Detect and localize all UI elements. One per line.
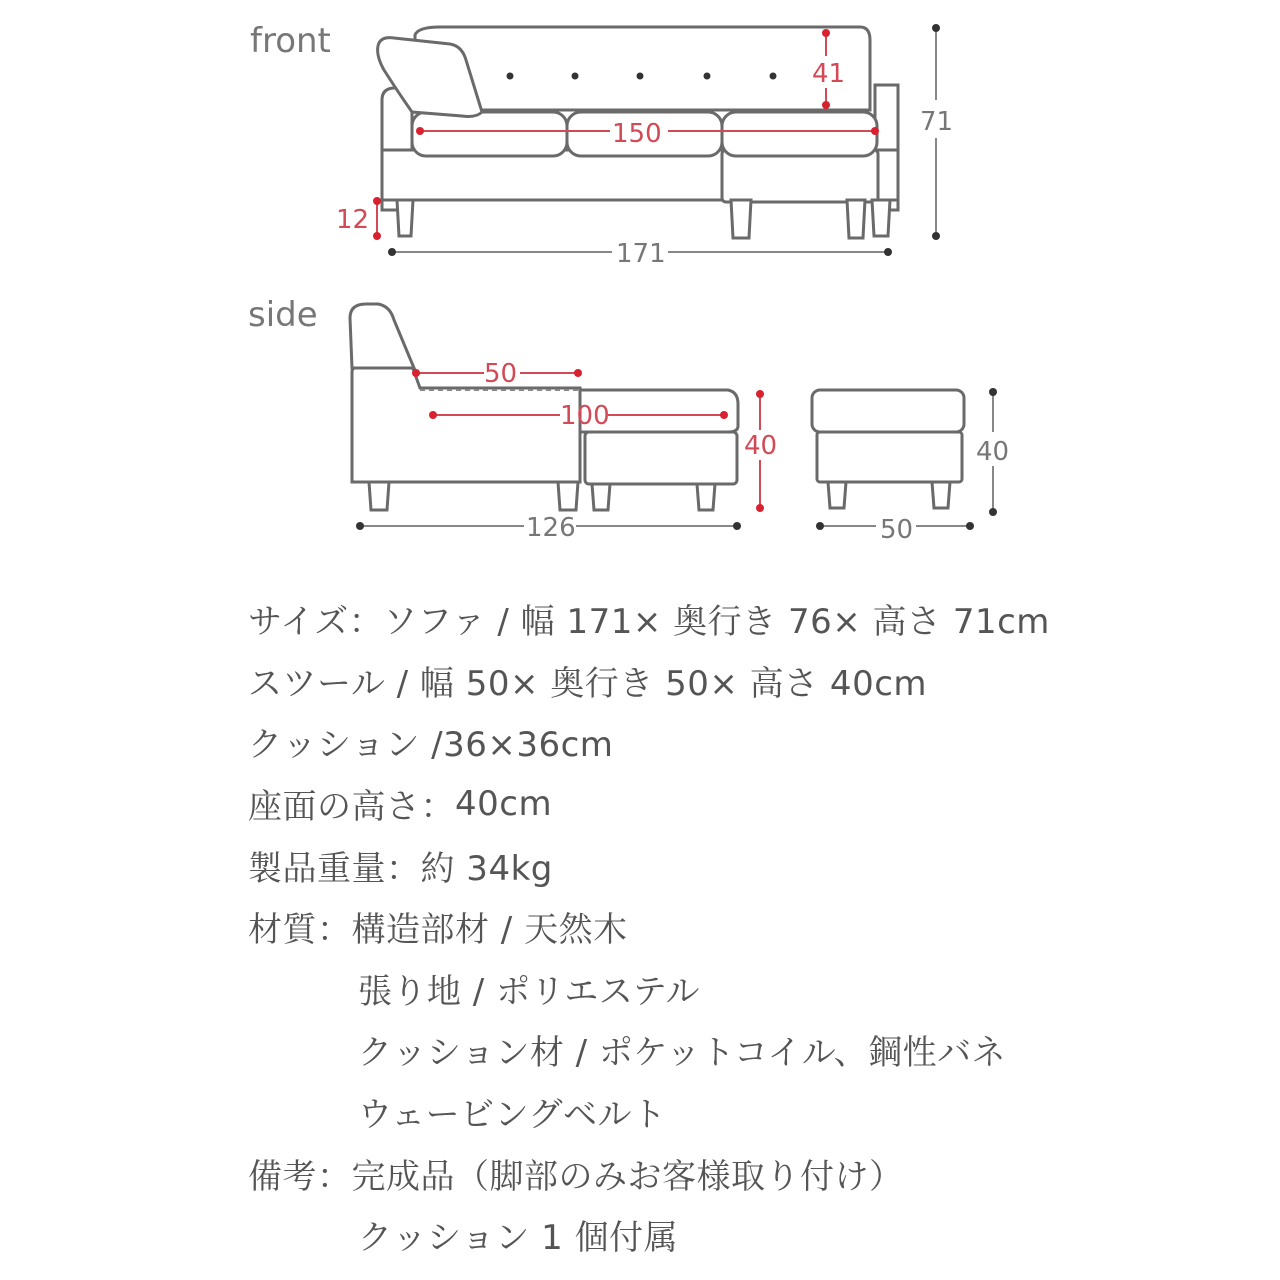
front-view-label: front — [250, 21, 331, 61]
spec-row-cushion-size — [248, 711, 1258, 773]
spec-row-material-webbing — [248, 1081, 1258, 1143]
sofa-dimension-drawing — [0, 0, 1280, 570]
spec-value: クッション材 / ポケットコイル、鋼性バネ — [358, 1033, 1007, 1074]
spec-label: 座面の高さ — [248, 787, 421, 828]
front-total-height-dimension — [920, 24, 953, 240]
side-seat-height-label: 40 — [744, 431, 778, 461]
spec-label: 製品重量 — [248, 848, 386, 889]
spec-value: クッション /36×36cm — [248, 725, 614, 766]
stool-height-label: 40 — [976, 437, 1010, 467]
stool-drawing — [812, 390, 964, 508]
spec-row-stool-size — [248, 650, 1258, 712]
spec-value: スツール / 幅 50× 奥行き 50× 高さ 40cm — [248, 663, 928, 704]
spec-separator: ： — [348, 602, 384, 643]
side-seat-depth-dimension — [412, 359, 582, 389]
spec-value: ウェービングベルト — [358, 1095, 667, 1136]
front-total-width-dimension — [388, 239, 892, 269]
spec-label: 備考 — [248, 1156, 317, 1197]
spec-value: クッション 1 個付属 — [358, 1218, 679, 1259]
spec-value: 約 34kg — [420, 848, 553, 889]
side-view-sofa — [350, 304, 738, 510]
spec-value: ソファ / 幅 171× 奥行き 76× 高さ 71cm — [383, 602, 1050, 643]
spec-separator: ： — [317, 910, 352, 951]
side-seat-height-dimension — [744, 390, 777, 512]
spec-value: 構造部材 / 天然木 — [351, 910, 628, 951]
front-leg-height-dimension — [336, 197, 381, 240]
side-chaise-depth-label: 100 — [560, 401, 610, 431]
stool-height-dimension — [976, 388, 1009, 516]
side-total-depth-label: 126 — [526, 513, 576, 543]
side-seat-depth-label: 50 — [484, 359, 518, 389]
spec-label: サイズ — [248, 602, 349, 643]
front-leg-height-label: 12 — [336, 205, 370, 235]
stool-width-label: 50 — [880, 515, 914, 545]
spec-row-weight — [248, 834, 1258, 896]
spec-label: 材質 — [248, 910, 317, 951]
spec-list — [248, 588, 1258, 1266]
front-seat-width-label: 150 — [612, 119, 662, 149]
spec-row-notes-cushion — [248, 1204, 1258, 1266]
spec-value: 完成品（脚部のみお客様取り付け） — [351, 1156, 904, 1197]
spec-value: 張り地 / ポリエステル — [358, 971, 701, 1012]
spec-row-size — [248, 588, 1258, 650]
front-total-width-label: 171 — [616, 239, 666, 269]
spec-separator: ： — [317, 1156, 352, 1197]
spec-row-notes — [248, 1142, 1258, 1204]
spec-separator: ： — [386, 848, 421, 889]
side-total-depth-dimension — [356, 513, 741, 543]
front-back-height-label: 41 — [812, 59, 846, 89]
spec-row-material — [248, 896, 1258, 958]
spec-row-seat-height — [248, 773, 1258, 835]
front-total-height-label: 71 — [920, 107, 954, 137]
spec-value: 40cm — [455, 783, 553, 824]
spec-row-material-upholstery — [248, 958, 1258, 1020]
spec-row-material-cushion — [248, 1019, 1258, 1081]
stool-width-dimension — [816, 515, 974, 545]
side-view-label: side — [248, 295, 318, 335]
spec-separator: ： — [420, 787, 455, 828]
